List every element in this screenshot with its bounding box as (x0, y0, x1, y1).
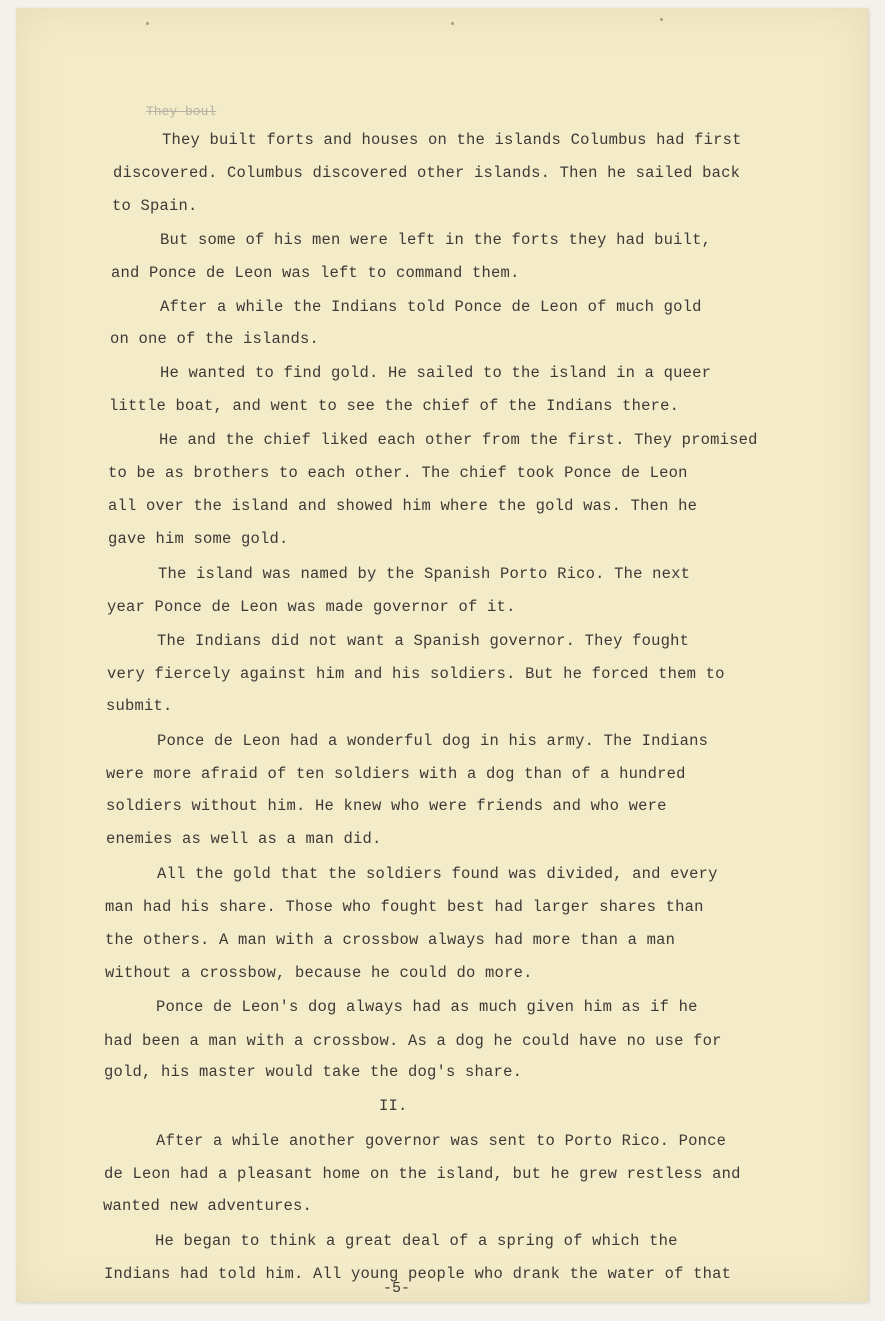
text-line: But some of his men were left in the forts they had built, (160, 231, 712, 249)
text-line: All the gold that the soldiers found was divided, and every (157, 865, 718, 883)
text-line: very fiercely against him and his soldiers. But he forced them to (107, 665, 725, 683)
text-line: The island was named by the Spanish Porto Rico. The next (158, 565, 691, 583)
text-line: They built forts and houses on the islands Columbus had first (162, 131, 742, 149)
section-heading: II. (379, 1097, 408, 1115)
struck-out-text: They boul (146, 104, 217, 119)
text-line: Indians had told him. All young people who drank the water of that (104, 1265, 732, 1283)
text-line: were more afraid of ten soldiers with a dog than of a hundred (106, 765, 686, 783)
text-line: and Ponce de Leon was left to command them. (111, 264, 520, 282)
text-line: submit. (106, 697, 173, 715)
paper-speck (660, 18, 663, 21)
text-line: wanted new adventures. (103, 1197, 313, 1215)
text-line: the others. A man with a crossbow always had more than a man (105, 931, 676, 949)
text-line: gave him some gold. (108, 530, 289, 548)
paper-speck (146, 22, 149, 25)
text-line: After a while another governor was sent to Porto Rico. Ponce (156, 1132, 727, 1150)
text-line: little boat, and went to see the chief of the Indians there. (109, 397, 680, 415)
text-line: Ponce de Leon's dog always had as much given him as if he (156, 998, 698, 1016)
text-line: de Leon had a pleasant home on the island, but he grew restless and (104, 1165, 741, 1183)
text-line: He began to think a great deal of a spring of which the (155, 1232, 678, 1250)
text-line: He wanted to find gold. He sailed to the island in a queer (160, 364, 712, 382)
text-line: enemies as well as a man did. (106, 830, 382, 848)
paper-speck (451, 22, 454, 25)
text-line: year Ponce de Leon was made governor of it. (107, 598, 516, 616)
text-line: The Indians did not want a Spanish governor. They fought (157, 632, 690, 650)
text-line: After a while the Indians told Ponce de Leon of much gold (160, 298, 702, 316)
text-line: discovered. Columbus discovered other islands. Then he sailed back (113, 164, 741, 182)
text-line: without a crossbow, because he could do more. (105, 964, 533, 982)
text-line: soldiers without him. He knew who were friends and who were (106, 797, 667, 815)
text-line: man had his share. Those who fought best had larger shares than (105, 898, 704, 916)
text-line: He and the chief liked each other from the first. They promised (159, 431, 758, 449)
text-line: Ponce de Leon had a wonderful dog in his army. The Indians (157, 732, 709, 750)
page-number: -5- (383, 1280, 411, 1297)
text-line: all over the island and showed him where the gold was. Then he (108, 497, 698, 515)
text-line: to Spain. (112, 197, 198, 215)
text-line: gold, his master would take the dog's share. (104, 1063, 523, 1081)
text-line: on one of the islands. (110, 330, 320, 348)
text-line: had been a man with a crossbow. As a dog he could have no use for (104, 1032, 722, 1050)
text-line: to be as brothers to each other. The chief took Ponce de Leon (108, 464, 688, 482)
